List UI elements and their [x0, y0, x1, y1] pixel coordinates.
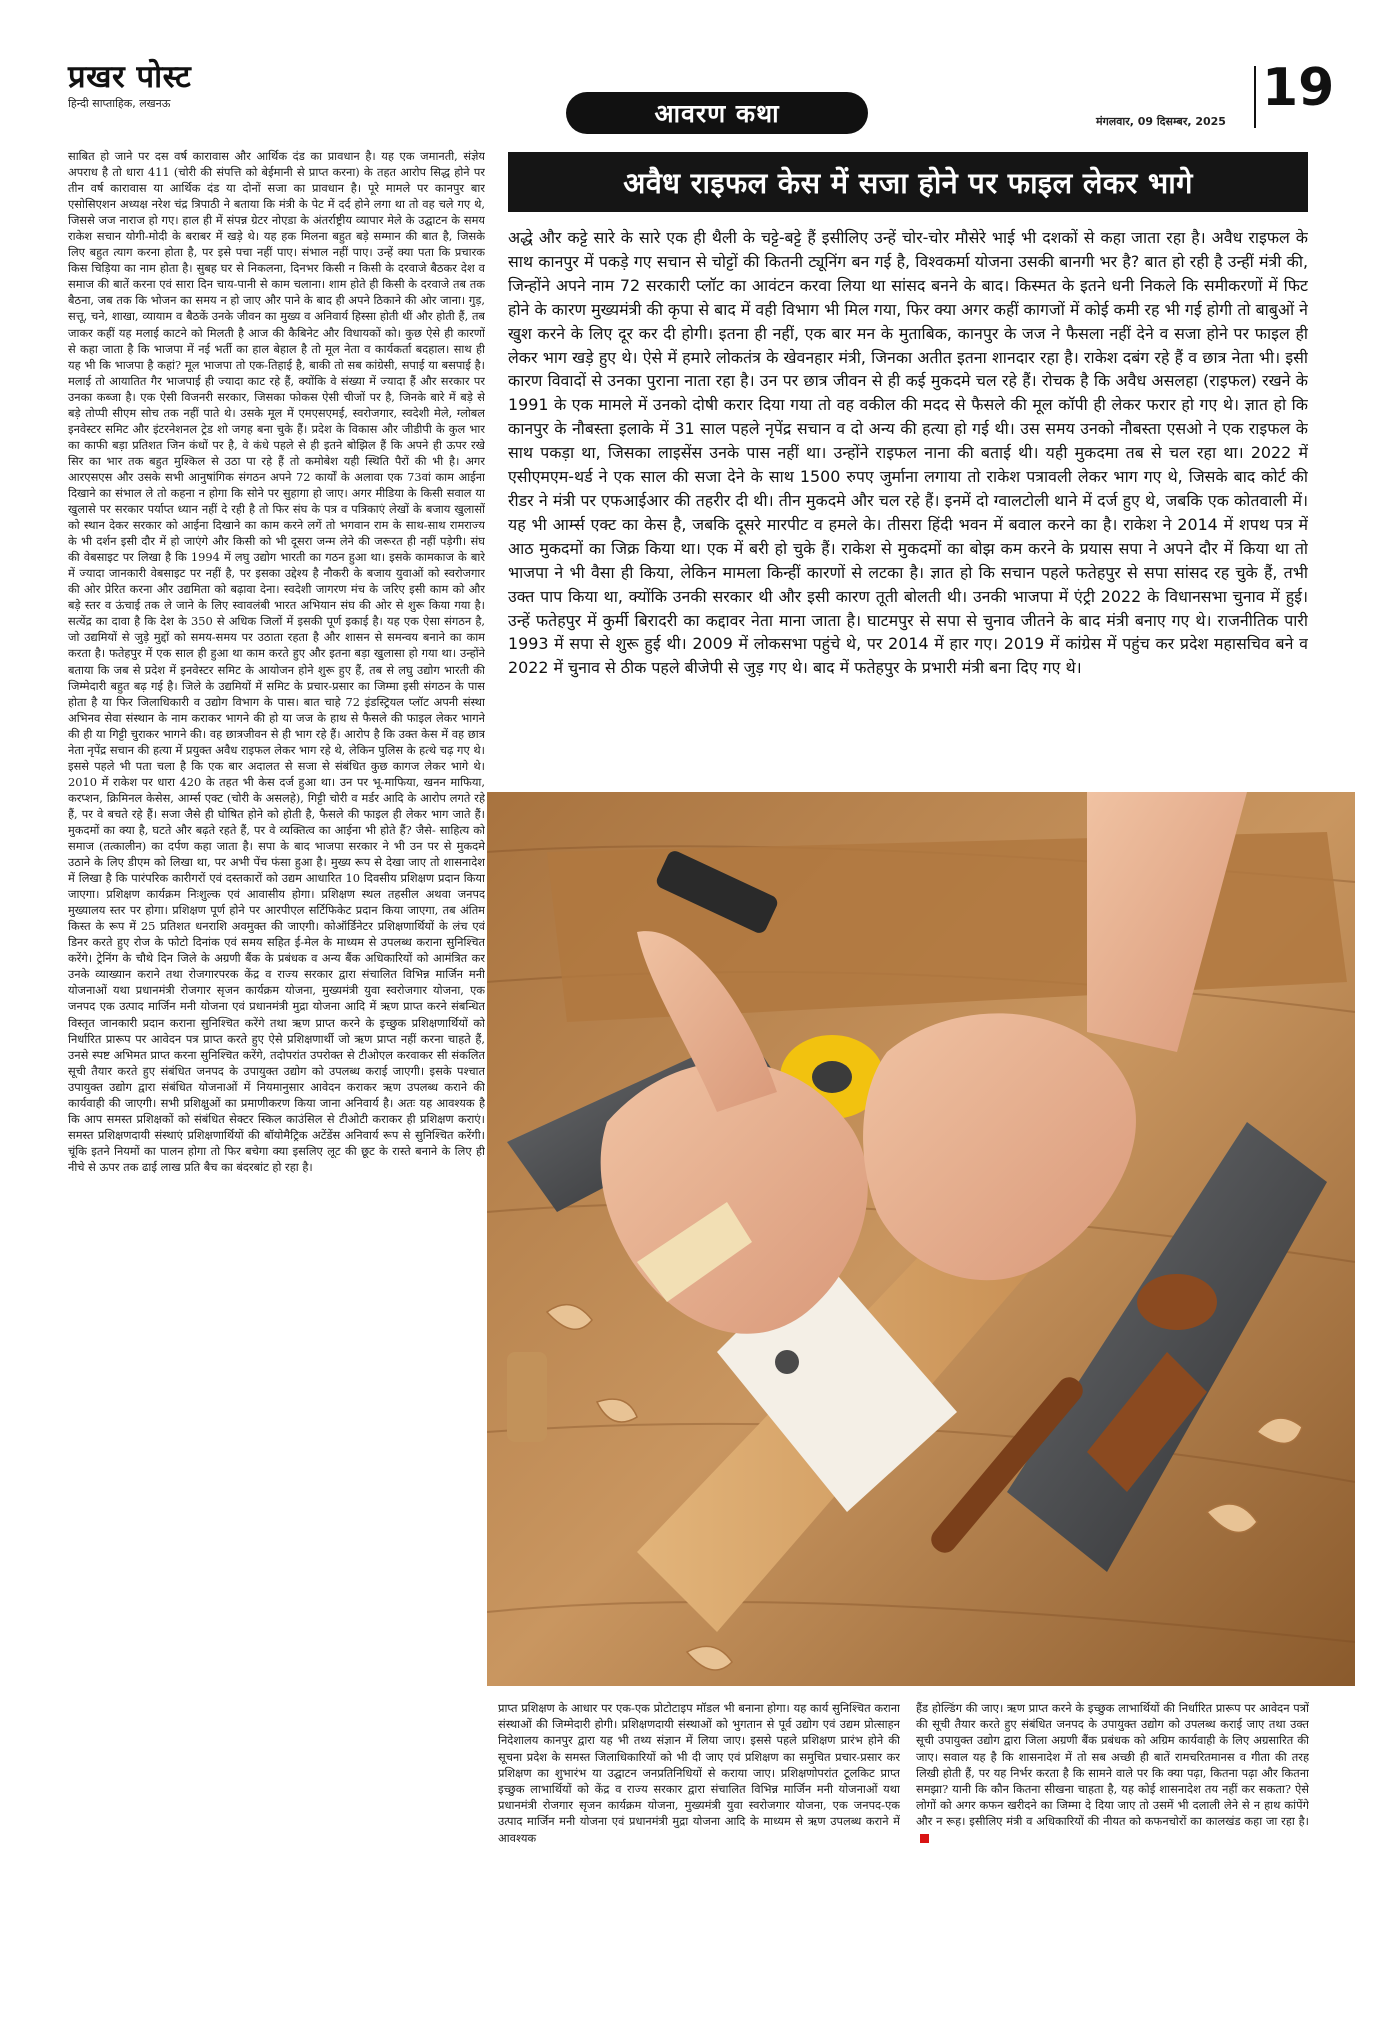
brand-name: प्रखर पोस्ट: [68, 59, 192, 95]
section-title: आवरण कथा: [654, 99, 780, 128]
left-column-text: साबित हो जाने पर दस वर्ष कारावास और आर्थिक दंड का प्रावधान है। यह एक जमानती, संज्ञेय अपराध है तो धारा 411 (चोरी की संपत्ति को बेईमानी से प्राप्त करना) के तहत आरोप सिद्ध होने पर तीन वर्ष कारावास या आर्थिक दंड या दोनों सजा का प्रावधान है। पूरे मामले पर कानपुर बार एसोसिएशन अध्यक्ष नरेश चंद्र त्रिपाठी ने बताया कि मंत्री के पेट में दर्द होने लगा था तो वह चले गए थे, जिससे जज नाराज हो गए। हाल ही में संपन्न ग्रेटर नोएडा के अंतर्राष्ट्रीय व्यापार मेले के उद्घाटन के समय राकेश सचान योगी-मोदी के बराबर में खड़े थे। यह हक मिलना बहुत बड़े सम्मान की बात है, जिसके लिए बहुत त्याग करना होता है, पर इसे पचा नहीं पाए। संभाल नहीं पाए। उन्हें क्या पता कि प्रचारक किस चिड़िया का नाम होता है। सुबह घर से निकलना, दिनभर किसी न किसी के दरवाजे बैठकर देश व समाज की बातें करना एवं सारा दिन चाय-पानी से काम चलाना। शाम होते ही किसी के दरवाजे तब तक बैठना, जब तक कि भोजन का समय न हो जाए और पाने के बाद ही अपने ठिकाने की ओर जाना। गुड़, सत्तू, चने, शाखा, व्यायाम व बैठकें उनके जीवन का मुख्य व अनिवार्य हिस्सा होती थीं और होती हैं, तब जाकर कहीं यह मलाई काटने को मिलती है आज की कैबिनेट और विधायकों को। कुछ ऐसे ही कारणों से कहा जाता है कि भाजपा में नई भर्ती का हाल बेहाल है तो मूल नेता व कार्यकर्ता बदहाल। साथ ही यह भी कि भाजपा है कहां? मूल भाजपा तो एक-तिहाई है, बाकी तो सब कांग्रेसी, सपाई या बसपाई है। मलाई तो आयातित गैर भाजपाई ही ज्यादा काट रहे हैं, क्योंकि वे संख्या में ज्यादा हैं और सरकार पर उनका कब्जा है। एक ऐसी विजनरी सरकार, जिसका फोकस ऐसी चीजों पर है, जिनके बारे में बड़े से बड़े तोप्पी सीएम सोच तक नहीं पाते थे। उसके मूल में एमएसएमई, स्वरोजगार, स्वदेशी मेले, ग्लोबल इनवेस्टर समिट और इंटरनेशनल ट्रेड शो जगह बना चुके हैं। प्रदेश के विकास और जीडीपी के कुल भार का काफी बड़ा प्रतिशत जिन कंधों पर है, वे कंधे पहले से ही इतने बोझिल हैं कि अपने ही ऊपर रखे सिर का भार तक बहुत मुश्किल से उठा पा रहे हैं तो कमोबेश यही स्थिति पैरों की भी है। अगर आरएसएस और उसके सभी आनुषांगिक संगठन अपने 72 कार्यों के अलावा एक 73वां काम आईना दिखाने का संभाल ले तो कहना न होगा कि सोने पर सुहागा हो जाए। अगर मीडिया के किसी सवाल या खुलासे पर सरकार पर्याप्त ध्यान नहीं दे रही है तो फिर संघ के पत्र व पत्रिकाएं लेखों के बजाय खुलासों को स्थान देकर सरकार को आईना दिखाने का काम करने लगें तो भगवान राम के साथ-साथ रामराज्य के भी दर्शन इसी दौर में हो जाएंगे और किसी को भी दूसरा जन्म लेने की जरूरत ही नहीं पड़ेगी। संघ की वेबसाइट पर लिखा है कि 1994 में लघु उद्योग भारती का गठन हुआ था। इसके कामकाज के बारे में ज्यादा जानकारी वेबसाइट पर नहीं है, पर इसका उद्देश्य है नौकरी के बजाय युवाओं को स्वरोजगार की ओर प्रेरित करना और उद्यमिता को बढ़ावा देना। स्वदेशी जागरण मंच के जरिए इसी काम को और बड़े स्तर व ऊंचाई तक ले जाने के लिए स्वावलंबी भारत अभियान संघ की ओर से शुरू किया गया है। सत्येंद्र का दावा है कि देश के 350 से अधिक जिलों में इसकी पूर्ण इकाई है। यह एक ऐसा संगठन है, जो उद्यमियों से जुड़े मुद्दों को समय-समय पर उठाता रहता है और शासन से समन्वय बनाने का काम करता है। फतेहपुर में एक साल ही हुआ था काम करते हुए और इतना बड़ा खुलासा हो गया था। उन्होंने बताया कि जब से प्रदेश में इनवेस्टर समिट के आयोजन होने शुरू हुए हैं, तब से लघु उद्योग भारती की जिम्मेदारी बहुत बढ़ गई है। जिले के उद्यमियों में समिट के प्रचार-प्रसार का जिम्मा इसी संगठन के पास होता है या फिर जिलाधिकारी व उद्योग विभाग के पास। बात चाहे 72 इंडस्ट्रियल प्लॉट अपनी संस्था अभिनव सेवा संस्थान के नाम कराकर भागने की हो या जज के हाथ से फैसले की फाइल लेकर भागने की ही या गिट्टी चुराकर भागने की। वह छात्रजीवन से ही भाग रहे हैं। आरोप है कि उक्त केस में वह छात्र नेता नृपेंद्र सचान की हत्या में प्रयुक्त अवैध राइफल लेकर भाग रहे थे, लेकिन पुलिस के हत्थे चढ़ गए थे। इससे पहले भी पता चला है कि एक बार अदालत से सजा से संबंधित कुछ कागज लेकर भागे थे। 2010 में राकेश पर धारा 420 के तहत भी केस दर्ज हुआ था। उन पर भू-माफिया, खनन माफिया, करप्शन, क्रिमिनल केसेस, आर्म्स एक्ट (चोरी के असलहे), गिट्टी चोरी व मर्डर आदि के आरोप लगते रहे हैं, पर वे बचते रहे हैं। सजा जैसे ही घोषित होने को होती है, फैसले की फाइल ही लेकर भाग जाते हैं। मुकदमों का क्या है, घटते और बढ़ते रहते हैं, पर वे व्यक्तित्व का आईना भी होते हैं? जैसे- साहित्य को समाज (तत्कालीन) का दर्पण कहा जाता है। सपा के बाद भाजपा सरकार ने भी उन पर से मुकदमे उठाने के लिए डीएम को लिखा था, पर अभी पेंच फंसा हुआ है। मुख्य रूप से देखा जाए तो शासनादेश में लिखा है कि पारंपरिक कारीगरों एवं दस्तकारों को उद्यम आधारित 10 दिवसीय प्रशिक्षण प्रदान किया जाएगा। प्रशिक्षण कार्यक्रम निःशुल्क एवं आवासीय होगा। प्रशिक्षण स्थल तहसील अथवा जनपद मुख्यालय स्तर पर होगा। प्रशिक्षण पूर्ण होने पर आरपीएल सर्टिफिकेट प्रदान किया जाएगा, तब अंतिम किस्त के रूप में 25 प्रतिशत धनराशि अवमुक्त की जाएगी। कोऑर्डिनेटर प्रशिक्षणार्थियों के लंच एवं डिनर करते हुए रोज के फोटो दिनांक एवं समय सहित ई-मेल के माध्यम से उपलब्ध कराना सुनिश्चित करेंगे। ट्रेनिंग के चौथे दिन जिले के अग्रणी बैंक के प्रबंधक व अन्य बैंक अधिकारियों को आमंत्रित कर उनके व्याख्यान कराने तथा रोजगारपरक केंद्र व राज्य सरकार द्वारा संचालित विभिन्न मार्जिन मनी योजनाओं यथा प्रधानमंत्री रोजगार सृजन कार्यक्रम योजना, मुख्यमंत्री युवा स्वरोजगार योजना, एक जनपद एक उत्पाद मार्जिन मनी योजना एवं प्रधानमंत्री मुद्रा योजना आदि में ऋण प्राप्त करने संबन्धित विस्तृत जानकारी प्रदान कराना सुनिश्चित करेंगे तथा ऋण प्राप्त करने के इच्छुक प्रशिक्षणार्थियों को निर्धारित प्रारूप पर आवेदन पत्र प्राप्त करते हुए ऐसे प्रशिक्षणार्थी जो ऋण प्राप्त नहीं करना चाहते हैं, उनसे स्पष्ट अभिमत प्राप्त करना सुनिश्चित करेंगे, तदोपरांत उपरोक्त से टीओएल करवाकर सी संकलित सूची तैयार करते हुए संबंधित जनपद के उपायुक्त उद्योग को उपलब्ध कराई जाएगी। इसके पश्चात उपायुक्त उद्योग द्वारा संबंधित योजनाओं में नियमानुसार आवेदन कराकर ऋण उपलब्ध कराने की कार्यवाही की जाएगी। सभी प्रशिक्षुओं का प्रमाणीकरण किया जाना अनिवार्य है। अतः यह आवश्यक है कि आप समस्त प्रशिक्षकों को संबंधित सेक्टर स्किल काउंसिल से टीओटी कराकर ही प्रशिक्षण कराएं। समस्त प्रशिक्षणदायी संस्थाएं प्रशिक्षणार्थियों की बॉयोमैट्रिक अटेंडेंस अनिवार्य रूप से सुनिश्चित करेंगी। चूंकि इतने नियमों का पालन होगा तो फिर बचेगा क्या इसलिए लूट की छूट के रास्ते बनाने के लिए ही नीचे से ऊपर तक ढाई लाख प्रति बैच का बंदरबांट हो रहा है।: [68, 149, 485, 1174]
bottom-column-1-text: प्राप्त प्रशिक्षण के आधार पर एक-एक प्रोटोटाइप मॉडल भी बनाना होगा। यह कार्य सुनिश्चित कराना संस्थाओं की जिम्मेदारी होगी। प्रशिक्षणदायी संस्थाओं को भुगतान से पूर्व उद्योग एवं उद्यम प्रोत्साहन निदेशालय कानपुर द्वारा यह भी तथ्य संज्ञान में लिया जाए। इससे पहले प्रशिक्षण प्रारंभ होने की सूचना प्रदेश के समस्त जिलाधिकारियों को भी दी जाए एवं प्रशिक्षण का समुचित प्रचार-प्रसार कर प्रशिक्षण का शुभारंभ या उद्घाटन जनप्रतिनिधियों से कराया जाए। प्रशिक्षणोपरांत टूलकिट प्राप्त इच्छुक लाभार्थियों को केंद्र व राज्य सरकार द्वारा संचालित विभिन्न मार्जिन मनी योजनाओं यथा प्रधानमंत्री रोजगार सृजन कार्यक्रम योजना, मुख्यमंत्री युवा स्वरोजगार योजना, एक जनपद-एक उत्पाद मार्जिन मनी योजना एवं प्रधानमंत्री मुद्रा योजना आदि के माध्यम से ऋण उपलब्ध कराने में आवश्यक: [498, 1701, 900, 1845]
bottom-column-2-body: हैंड होल्डिंग की जाए। ऋण प्राप्त करने के इच्छुक लाभार्थियों की निर्धारित प्रारूप पर आवेदन पत्रों की सूची तैयार करते हुए संबंधित जनपद के उपायुक्त उद्योग को उपलब्ध कराई जाए तथा उक्त सूची उपायुक्त उद्योग द्वारा जिला अग्रणी बैंक प्रबंधक को अग्रिम कार्यवाही के लिए अग्रसारित की जाए। सवाल यह है कि शासनादेश में तो सब अच्छी ही बातें रामचरितमानस व गीता की तरह लिखी होती हैं, पर यह निर्भर करता है कि सामने वाले पर कि क्या पढ़ा, कितना पढ़ा और कितना समझा? यानी कि कौन कितना सीखना चाहता है, यह कोई शासनादेश तय नहीं कर सकता? ऐसे लोगों को अगर कफन खरीदने का जिम्मा दे दिया जाए तो उसमें भी दलाली लेने से न हाथ कांपेंगे और न रूह। इसीलिए मंत्री व अधिकारियों की नीयत को कफनचोरों का कालखंड कहा जा रहा है।: [916, 1701, 1309, 1829]
lead-text: अद्धे और कट्टे सारे के सारे एक ही थैली के चट्टे-बट्टे हैं इसीलिए उन्हें चोर-चोर मौसेरे भाई भी दशकों से कहा जाता रहा है। अवैध राइफल के साथ कानपुर में पकड़े गए सचान से चोट्टों की कितनी ट्यूनिंग बन गई है, विश्वकर्मा योजना उसकी बानगी भर है? बात हो रही है उन्हीं मंत्री की, जिन्होंने अपने नाम 72 सरकारी प्लॉट का आवंटन करवा लिया था सांसद बनने के बाद। किस्मत के इतने धनी निकले कि समीकरणों में फिट होने के कारण मुख्यमंत्री की कृपा से बाद में वही विभाग भी मिल गया, फिर क्या अगर कहीं कागजों में कोई कमी रह भी गई होगी तो बाबुओं ने खुश करने के लिए दूर कर दी होगी। इतना ही नहीं, एक बार मन के मुताबिक, कानपुर के जज ने फैसला नहीं देने व सजा होने पर फाइल ही लेकर भाग खड़े हुए थे। ऐसे में हमारे लोकतंत्र के खेवनहार मंत्री, जिनका अतीत इतना शानदार रहा है। राकेश दबंग रहे हैं व छात्र नेता भी। इसी कारण विवादों से उनका पुराना नाता रहा है। उन पर छात्र जीवन से ही कई मुकदमे चल रहे हैं। रोचक है कि अवैध असलहा (राइफल) रखने के 1991 के एक मामले में उनको दोषी करार दिया गया तो वह वकील की मदद से फैसले की मूल कॉपी ही लेकर फरार हो गए थे। ज्ञात हो कि कानपुर के नौबस्ता इलाके में 31 साल पहले नृपेंद्र सचान व दो अन्य की हत्या हो गई थी। उस समय उनको नौबस्ता एसओ ने एक राइफल के साथ पकड़ा था, जिसका लाइसेंस उनके पास नहीं था। उन्होंने राइफल नाना की बताई थी। यही मुकदमा तब से चल रहा था। 2022 में एसीएमएम-थर्ड ने एक साल की सजा देने के साथ 1500 रुपए जुर्माना लगाया तो राकेश पत्रावली लेकर भाग गए थे, जिसके बाद कोर्ट की रीडर ने मंत्री पर एफआईआर की तहरीर दी थी। तीन मुकदमे और चल रहे हैं। इनमें दो ग्वालटोली थाने में दर्ज हुए थे, जबकि एक कोतवाली में। यह भी आर्म्स एक्ट का केस है, जबकि दूसरे मारपीट व हमले के। तीसरा हिंदी भवन में बवाल करने का है। राकेश ने 2014 में शपथ पत्र में आठ मुकदमों का जिक्र किया था। एक में बरी हो चुके हैं। राकेश से मुकदमों का बोझ कम करने के प्रयास सपा ने अपने दौर में किया था तो भाजपा ने भी वैसा ही किया, लेकिन मामला किन्हीं कारणों से लटका है। ज्ञात हो कि सचान पहले फतेहपुर से सपा सांसद रह चुके हैं, तभी उक्त पाप किया था, क्योंकि उनकी सरकार थी और इसी कारण तूती बोलती थी। उनकी भाजपा में एंट्री 2022 के विधानसभा चुनाव में हुई। उन्हें फतेहपुर में कुर्मी बिरादरी का कद्दावर नेता माना जाता है। घाटमपुर से सपा से चुनाव जीतने के बाद मंत्री बनाए गए थे। राजनीतिक पारी 1993 में सपा से शुरू हुई थी। 2009 में लोकसभा पहुंचे थे, पर 2014 में हार गए। 2019 में कांग्रेस में पहुंच कर प्रदेश महासचिव बने व 2022 में चुनाव से ठीक पहले बीजेपी से जुड़ गए थे। बाद में फतेहपुर के प्रभारी मंत्री बना दिए गए थे।: [508, 228, 1308, 678]
masthead: [68, 52, 1335, 128]
dateline: मंगलवार, 09 दिसम्बर, 2025: [1096, 115, 1226, 128]
headline-box: [508, 152, 1308, 212]
tape-measure-center: [812, 1061, 852, 1093]
left-column: [68, 148, 485, 1928]
bottom-column-2: [916, 1700, 1309, 1940]
brand-block: [68, 60, 191, 111]
end-mark-icon: [920, 1834, 929, 1843]
woodworking-photo: [487, 792, 1355, 1686]
wood-spool: [507, 1352, 547, 1442]
square-screw: [775, 1350, 799, 1374]
headline: अवैध राइफल केस में सजा होने पर फाइल लेकर भागे: [623, 165, 1193, 200]
page-number: 19: [1262, 58, 1335, 118]
page-number-divider: [1254, 66, 1256, 128]
plane-knob: [1137, 1274, 1217, 1330]
carpentry-illustration: [487, 792, 1355, 1686]
brand-subtitle: हिन्दी साप्ताहिक, लखनऊ: [68, 97, 171, 110]
bottom-column-2-text: [916, 1700, 1309, 1846]
lead-paragraph: [508, 226, 1308, 782]
bottom-column-1: [498, 1700, 900, 1940]
section-banner: [566, 92, 868, 134]
